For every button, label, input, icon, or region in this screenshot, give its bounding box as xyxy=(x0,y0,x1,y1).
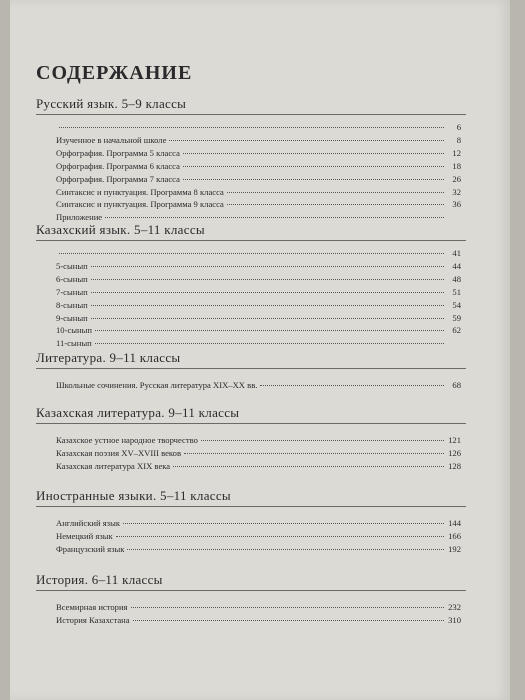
dot-leader xyxy=(116,536,444,537)
toc-entry-page: 54 xyxy=(452,299,461,310)
toc-entry-label: 9-сынып xyxy=(56,312,88,323)
toc-entry-label: История Казахстана xyxy=(56,614,130,625)
toc-entry xyxy=(56,273,461,286)
toc-entry-label: Синтаксис и пунктуация. Программа 9 класса xyxy=(56,199,224,210)
toc-entry-label: 8-сынып xyxy=(56,299,88,310)
toc-entry-page: 44 xyxy=(452,260,461,271)
toc-entry-label: Школьные сочинения. Русская литература XIX–XX вв. xyxy=(56,380,258,390)
toc-entries xyxy=(56,517,461,556)
dot-leader xyxy=(173,466,444,467)
dot-leader xyxy=(59,127,444,128)
toc-entry xyxy=(56,160,461,173)
toc-entry-label: Изученное в начальной школе xyxy=(56,134,167,145)
toc-entry xyxy=(56,460,461,473)
toc-entry xyxy=(56,517,461,530)
toc-entry xyxy=(56,121,461,134)
section-heading: Казахский язык. 5–11 классы xyxy=(36,222,466,241)
section-heading: История. 6–11 классы xyxy=(36,572,466,591)
toc-entry-page: 51 xyxy=(452,286,461,297)
toc-entry-page: 48 xyxy=(452,273,461,284)
dot-leader xyxy=(183,179,444,180)
toc-entry xyxy=(56,147,461,160)
toc-entry-label: Орфография. Программа 5 класса xyxy=(56,147,180,158)
toc-entries xyxy=(56,434,461,473)
toc-entry-page: 41 xyxy=(452,248,461,258)
toc-entry xyxy=(56,447,461,460)
dot-leader xyxy=(127,549,444,550)
dot-leader xyxy=(123,523,444,524)
toc-entries xyxy=(56,379,461,392)
dot-leader xyxy=(91,279,444,280)
toc-entries xyxy=(56,601,461,627)
dot-leader xyxy=(91,292,444,293)
toc-entry-label: 7-сынып xyxy=(56,286,88,297)
toc-entry xyxy=(56,337,461,350)
dot-leader xyxy=(260,385,444,386)
dot-leader xyxy=(201,440,444,441)
dot-leader xyxy=(131,607,444,608)
dot-leader xyxy=(183,166,444,167)
toc-entries xyxy=(56,121,461,224)
toc-entry-label: Казахская литература XIX века xyxy=(56,460,171,471)
toc-entry-page: 12 xyxy=(452,147,461,158)
toc-entry-label: Орфография. Программа 6 класса xyxy=(56,160,180,171)
toc-entry-page: 26 xyxy=(452,173,461,184)
dot-leader xyxy=(227,204,444,205)
toc-entry xyxy=(56,299,461,312)
page-title: СОДЕРЖАНИЕ xyxy=(36,62,193,84)
toc-entry xyxy=(56,379,461,392)
dot-leader xyxy=(169,140,444,141)
dot-leader xyxy=(91,266,444,267)
dot-leader xyxy=(105,217,444,218)
toc-entry xyxy=(56,134,461,147)
toc-entry xyxy=(56,286,461,299)
toc-entry-page: 68 xyxy=(452,380,461,390)
dot-leader xyxy=(95,343,444,344)
toc-entries xyxy=(56,247,461,350)
toc-entry-label: Казахское устное народное творчество xyxy=(56,435,198,445)
dot-leader xyxy=(183,153,444,154)
toc-section-russian xyxy=(36,96,466,224)
toc-entry-page: 32 xyxy=(452,186,461,197)
toc-entry-label: 11-сынып xyxy=(56,338,92,349)
toc-entry-page: 144 xyxy=(448,518,461,528)
toc-entry xyxy=(56,186,461,199)
toc-entry-label: 6-сынып xyxy=(56,273,88,284)
book-page xyxy=(10,0,510,700)
toc-entry-label: Орфография. Программа 7 класса xyxy=(56,173,180,184)
toc-entry xyxy=(56,260,461,273)
dot-leader xyxy=(91,305,444,306)
toc-entry-label: 10-сынып xyxy=(56,325,93,336)
toc-entry-page: 126 xyxy=(448,447,461,458)
toc-entry-page: 166 xyxy=(448,530,461,541)
toc-section-literature xyxy=(36,350,466,392)
toc-entry-label: Всемирная история xyxy=(56,602,128,612)
section-heading: Литература. 9–11 классы xyxy=(36,350,466,369)
toc-entry-label: Французский язык xyxy=(56,543,125,554)
toc-entry-page: 232 xyxy=(448,602,461,612)
toc-entry xyxy=(56,614,461,627)
section-heading: Казахская литература. 9–11 классы xyxy=(36,405,466,424)
toc-entry-label: Немецкий язык xyxy=(56,530,113,541)
dot-leader xyxy=(184,453,444,454)
dot-leader xyxy=(95,330,444,331)
toc-entry-page: 121 xyxy=(448,435,461,445)
toc-entry-label: Казахская поэзия XV–XVIII веков xyxy=(56,447,182,458)
toc-entry xyxy=(56,434,461,447)
dot-leader xyxy=(133,620,444,621)
toc-entry-page: 18 xyxy=(452,160,461,171)
toc-entry-page: 192 xyxy=(448,543,461,554)
dot-leader xyxy=(91,318,444,319)
toc-entry-page: 62 xyxy=(452,325,461,336)
toc-entry xyxy=(56,530,461,543)
toc-section-foreign-languages xyxy=(36,488,466,556)
toc-entry-page: 6 xyxy=(456,122,461,132)
toc-entry-page: 310 xyxy=(448,614,461,625)
toc-entry xyxy=(56,198,461,211)
dot-leader xyxy=(59,253,444,254)
toc-section-kazakh-language xyxy=(36,222,466,350)
dot-leader xyxy=(227,192,444,193)
toc-entry-page: 8 xyxy=(456,134,461,145)
toc-entry-page: 36 xyxy=(452,199,461,210)
toc-entry-label: 5-сынып xyxy=(56,260,88,271)
toc-entry xyxy=(56,247,461,260)
toc-entry xyxy=(56,324,461,337)
section-heading: Русский язык. 5–9 классы xyxy=(36,96,466,115)
toc-section-history xyxy=(36,572,466,627)
toc-entry xyxy=(56,173,461,186)
toc-section-kazakh-literature xyxy=(36,405,466,473)
toc-entry-label: Синтаксис и пунктуация. Программа 8 класса xyxy=(56,186,224,197)
toc-entry xyxy=(56,543,461,556)
toc-entry-page: 59 xyxy=(452,312,461,323)
toc-entry xyxy=(56,601,461,614)
toc-entry-page: 128 xyxy=(448,460,461,471)
toc-entry xyxy=(56,312,461,325)
section-heading: Иностранные языки. 5–11 классы xyxy=(36,488,466,507)
toc-entry-label: Приложение xyxy=(56,212,103,223)
toc-entry-label: Английский язык xyxy=(56,518,121,528)
